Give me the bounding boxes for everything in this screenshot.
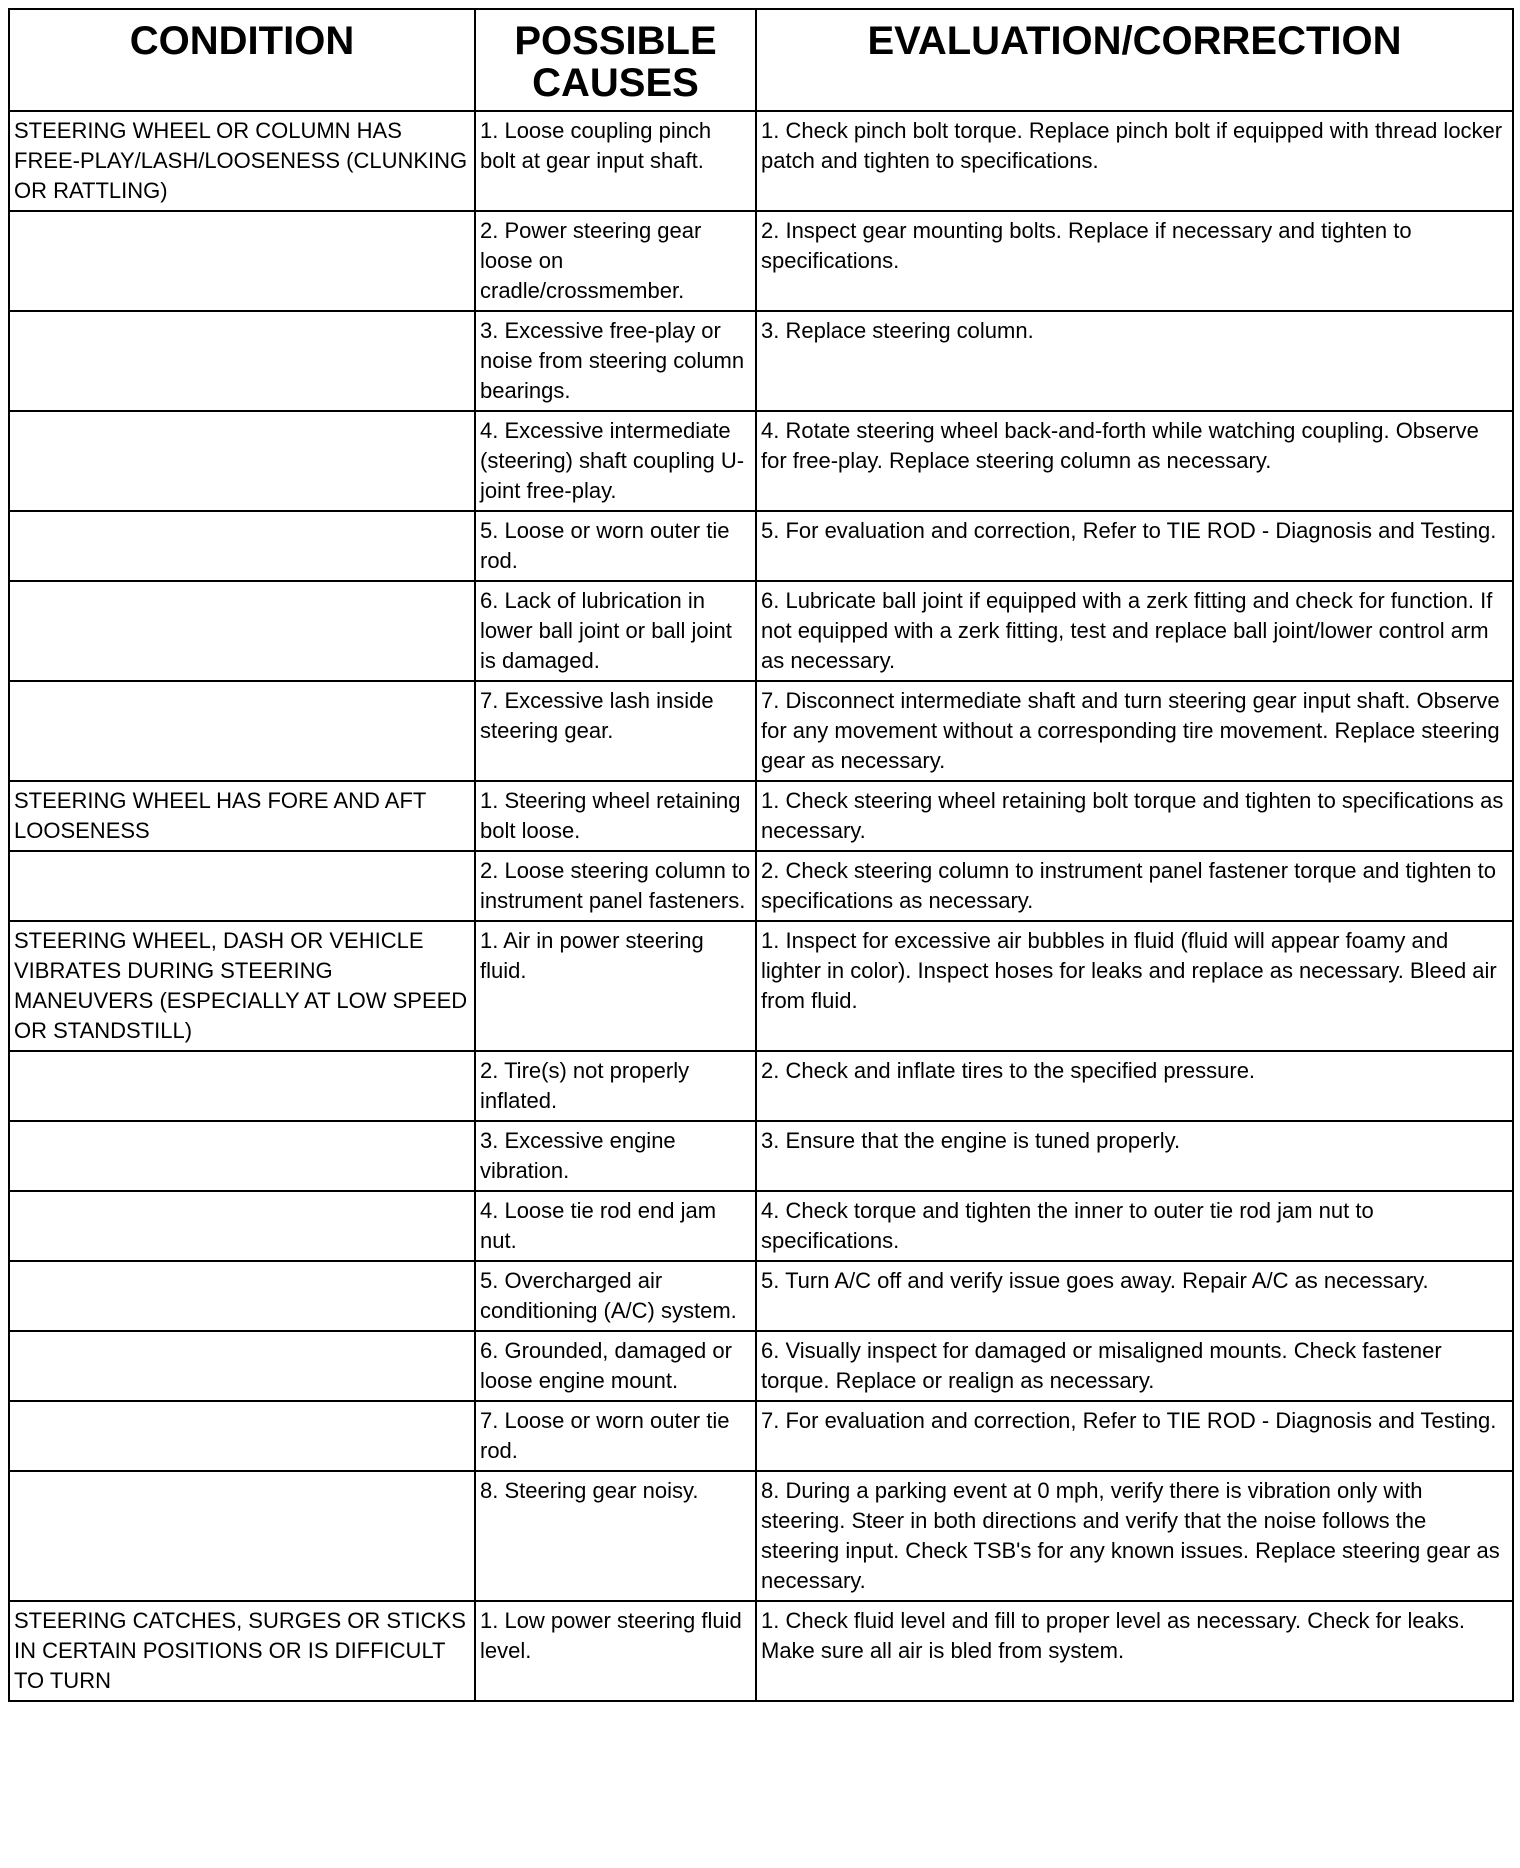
cause-cell: 2. Power steering gear loose on cradle/crossmember. — [475, 211, 756, 311]
cause-cell: 1. Low power steering fluid level. — [475, 1601, 756, 1701]
evaluation-cell: 3. Ensure that the engine is tuned properly. — [756, 1121, 1513, 1191]
cause-cell: 1. Steering wheel retaining bolt loose. — [475, 781, 756, 851]
evaluation-cell: 7. For evaluation and correction, Refer to TIE ROD - Diagnosis and Testing. — [756, 1401, 1513, 1471]
cause-cell: 6. Grounded, damaged or loose engine mount. — [475, 1331, 756, 1401]
table-row — [9, 1471, 1513, 1601]
cause-cell: 7. Excessive lash inside steering gear. — [475, 681, 756, 781]
table-row — [9, 1191, 1513, 1261]
cause-cell: 3. Excessive free-play or noise from steering column bearings. — [475, 311, 756, 411]
evaluation-cell: 7. Disconnect intermediate shaft and turn steering gear input shaft. Observe for any movement without a corresponding tire movement. Replace steering gear as necessary. — [756, 681, 1513, 781]
table-row — [9, 1261, 1513, 1331]
condition-cell — [9, 1261, 475, 1331]
header-possible-causes: POSSIBLE CAUSES — [475, 9, 756, 111]
table-body — [9, 111, 1513, 1701]
condition-cell — [9, 1051, 475, 1121]
cause-cell: 8. Steering gear noisy. — [475, 1471, 756, 1601]
condition-cell: STEERING CATCHES, SURGES OR STICKS IN CERTAIN POSITIONS OR IS DIFFICULT TO TURN — [9, 1601, 475, 1701]
table-row — [9, 411, 1513, 511]
cause-cell: 7. Loose or worn outer tie rod. — [475, 1401, 756, 1471]
cause-cell: 5. Overcharged air conditioning (A/C) system. — [475, 1261, 756, 1331]
condition-cell — [9, 851, 475, 921]
condition-cell: STEERING WHEEL, DASH OR VEHICLE VIBRATES DURING STEERING MANEUVERS (ESPECIALLY AT LOW SPEED OR STANDSTILL) — [9, 921, 475, 1051]
evaluation-cell: 2. Check steering column to instrument panel fastener torque and tighten to specifications as necessary. — [756, 851, 1513, 921]
table-row — [9, 921, 1513, 1051]
evaluation-cell: 4. Rotate steering wheel back-and-forth while watching coupling. Observe for free-play. Replace steering column as necessary. — [756, 411, 1513, 511]
table-row — [9, 581, 1513, 681]
condition-cell — [9, 581, 475, 681]
header-condition: CONDITION — [9, 9, 475, 111]
condition-cell — [9, 1401, 475, 1471]
table-row — [9, 511, 1513, 581]
evaluation-cell: 8. During a parking event at 0 mph, verify there is vibration only with steering. Steer in both directions and verify that the noise follows the steering input. Check TSB's for any known issues. Replace steering gear as necessary. — [756, 1471, 1513, 1601]
condition-cell — [9, 311, 475, 411]
evaluation-cell: 6. Visually inspect for damaged or misaligned mounts. Check fastener torque. Replace or realign as necessary. — [756, 1331, 1513, 1401]
table-row — [9, 1601, 1513, 1701]
evaluation-cell: 5. Turn A/C off and verify issue goes away. Repair A/C as necessary. — [756, 1261, 1513, 1331]
table-row — [9, 1331, 1513, 1401]
table-row — [9, 681, 1513, 781]
cause-cell: 3. Excessive engine vibration. — [475, 1121, 756, 1191]
table-row — [9, 781, 1513, 851]
cause-cell: 4. Excessive intermediate (steering) shaft coupling U-joint free-play. — [475, 411, 756, 511]
cause-cell: 1. Loose coupling pinch bolt at gear input shaft. — [475, 111, 756, 211]
condition-cell — [9, 681, 475, 781]
table-row — [9, 1401, 1513, 1471]
cause-cell: 2. Tire(s) not properly inflated. — [475, 1051, 756, 1121]
diagnosis-table — [8, 8, 1514, 1702]
cause-cell: 1. Air in power steering fluid. — [475, 921, 756, 1051]
evaluation-cell: 1. Inspect for excessive air bubbles in fluid (fluid will appear foamy and lighter in color). Inspect hoses for leaks and replace as necessary. Bleed air from fluid. — [756, 921, 1513, 1051]
condition-cell: STEERING WHEEL HAS FORE AND AFT LOOSENESS — [9, 781, 475, 851]
condition-cell — [9, 1471, 475, 1601]
table-row — [9, 311, 1513, 411]
table-row — [9, 1051, 1513, 1121]
evaluation-cell: 1. Check fluid level and fill to proper level as necessary. Check for leaks. Make sure all air is bled from system. — [756, 1601, 1513, 1701]
condition-cell — [9, 1191, 475, 1261]
evaluation-cell: 2. Check and inflate tires to the specified pressure. — [756, 1051, 1513, 1121]
evaluation-cell: 1. Check steering wheel retaining bolt torque and tighten to specifications as necessary. — [756, 781, 1513, 851]
table-row — [9, 1121, 1513, 1191]
condition-cell — [9, 411, 475, 511]
table-row — [9, 851, 1513, 921]
cause-cell: 2. Loose steering column to instrument panel fasteners. — [475, 851, 756, 921]
evaluation-cell: 5. For evaluation and correction, Refer to TIE ROD - Diagnosis and Testing. — [756, 511, 1513, 581]
header-row — [9, 9, 1513, 111]
evaluation-cell: 4. Check torque and tighten the inner to outer tie rod jam nut to specifications. — [756, 1191, 1513, 1261]
evaluation-cell: 6. Lubricate ball joint if equipped with a zerk fitting and check for function. If not equipped with a zerk fitting, test and replace ball joint/lower control arm as necessary. — [756, 581, 1513, 681]
cause-cell: 4. Loose tie rod end jam nut. — [475, 1191, 756, 1261]
condition-cell: STEERING WHEEL OR COLUMN HAS FREE-PLAY/LASH/LOOSENESS (CLUNKING OR RATTLING) — [9, 111, 475, 211]
cause-cell: 5. Loose or worn outer tie rod. — [475, 511, 756, 581]
condition-cell — [9, 1331, 475, 1401]
condition-cell — [9, 211, 475, 311]
header-evaluation-correction: EVALUATION/CORRECTION — [756, 9, 1513, 111]
cause-cell: 6. Lack of lubrication in lower ball joint or ball joint is damaged. — [475, 581, 756, 681]
table-row — [9, 111, 1513, 211]
condition-cell — [9, 1121, 475, 1191]
evaluation-cell: 3. Replace steering column. — [756, 311, 1513, 411]
condition-cell — [9, 511, 475, 581]
evaluation-cell: 1. Check pinch bolt torque. Replace pinch bolt if equipped with thread locker patch and tighten to specifications. — [756, 111, 1513, 211]
evaluation-cell: 2. Inspect gear mounting bolts. Replace if necessary and tighten to specifications. — [756, 211, 1513, 311]
table-row — [9, 211, 1513, 311]
